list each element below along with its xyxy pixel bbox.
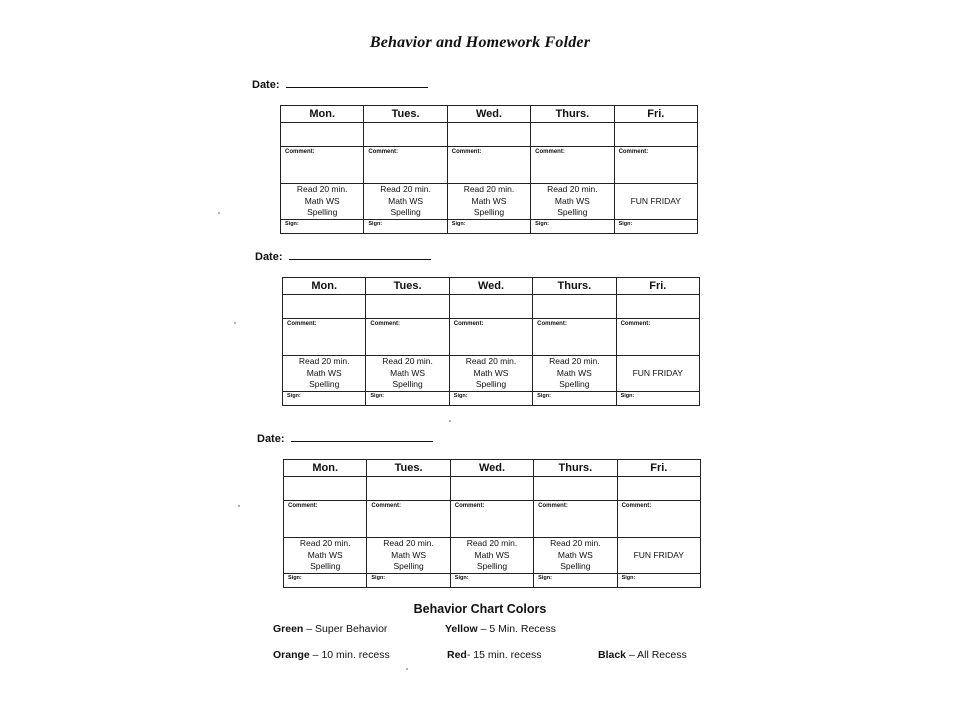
day-header: Mon. [284,460,367,477]
day-header: Fri. [614,106,697,123]
legend-color: Black [598,649,627,661]
sign-cell[interactable]: Sign: [447,219,530,233]
homework-cell [366,356,449,392]
scan-speck [406,668,408,670]
day-header: Tues. [364,106,447,123]
homework-friday: FUN FRIDAY [632,367,683,378]
day-header: Wed. [447,106,530,123]
homework-read: Read 20 min. [547,184,598,194]
homework-read: Read 20 min. [463,184,515,194]
homework-cell [450,538,533,574]
sign-cell[interactable]: Sign: [364,219,447,233]
comment-cell[interactable]: Comment: [367,501,450,538]
sign-cell[interactable]: Sign: [531,219,614,233]
comment-cell[interactable]: Comment: [450,501,533,538]
homework-spelling: Spelling [392,379,423,389]
homework-read: Read 20 min. [383,538,434,548]
homework-spelling: Spelling [560,561,591,571]
homework-cell [281,184,364,220]
comment-cell[interactable]: Comment: [447,147,530,184]
homework-spelling: Spelling [310,561,341,571]
date-field[interactable] [255,250,431,263]
comment-cell[interactable]: Comment: [614,147,697,184]
comment-cell[interactable]: Comment: [284,501,367,538]
homework-read: Read 20 min. [466,538,518,548]
homework-math: Math WS [306,367,342,378]
scan-speck [218,212,220,214]
homework-math: Math WS [471,195,507,206]
behavior-cell[interactable] [367,477,450,501]
week-table [282,277,700,406]
behavior-cell[interactable] [284,477,367,501]
day-header: Thurs. [534,460,617,477]
date-field[interactable] [252,78,428,91]
sign-cell[interactable]: Sign: [450,573,533,587]
day-header: Thurs. [533,278,616,295]
legend-item-orange [273,649,390,661]
homework-cell [283,356,366,392]
day-header: Tues. [367,460,450,477]
sign-cell[interactable]: Sign: [534,573,617,587]
homework-cell [533,356,616,392]
homework-cell [449,356,532,392]
scan-speck [234,322,236,324]
homework-spelling: Spelling [390,207,421,217]
sign-cell[interactable]: Sign: [367,573,450,587]
homework-math: Math WS [390,367,426,378]
sign-cell[interactable]: Sign: [617,573,700,587]
homework-cell [367,538,450,574]
behavior-cell[interactable] [281,123,364,147]
comment-cell[interactable]: Comment: [534,501,617,538]
homework-read: Read 20 min. [298,356,350,366]
comment-cell[interactable]: Comment: [531,147,614,184]
comment-cell[interactable]: Comment: [281,147,364,184]
homework-read: Read 20 min. [465,356,517,366]
homework-math: Math WS [304,195,340,206]
legend-color: Red [447,649,467,661]
legend-item-red [447,649,542,661]
homework-cell [284,538,367,574]
sign-cell[interactable]: Sign: [284,573,367,587]
behavior-cell[interactable] [616,295,699,319]
day-header: Thurs. [531,106,614,123]
homework-math: Math WS [556,367,592,378]
homework-spelling: Spelling [559,379,590,389]
legend-desc: Super Behavior [315,623,388,635]
legend-sep: – [303,623,316,635]
week-table [280,105,698,234]
homework-cell [531,184,614,220]
legend-desc: 10 min. recess [321,649,390,661]
behavior-cell[interactable] [366,295,449,319]
homework-spelling: Spelling [307,207,338,217]
legend-item-black [598,649,687,661]
legend-desc: 15 min. recess [473,649,542,661]
date-blank-line [289,250,431,260]
legend-color: Green [273,623,304,635]
homework-read: Read 20 min. [549,356,600,366]
homework-read: Read 20 min. [550,538,601,548]
legend-title: Behavior Chart Colors [413,602,547,616]
behavior-cell[interactable] [449,295,532,319]
homework-spelling: Spelling [475,379,507,389]
homework-math: Math WS [474,549,510,560]
homework-spelling: Spelling [476,561,508,571]
day-header: Wed. [450,460,533,477]
date-field[interactable] [257,432,433,445]
comment-cell[interactable]: Comment: [366,319,449,356]
homework-friday: FUN FRIDAY [630,195,681,206]
comment-cell[interactable]: Comment: [533,319,616,356]
sign-cell[interactable]: Sign: [449,391,532,405]
homework-spelling: Spelling [309,379,340,389]
behavior-cell[interactable] [447,123,530,147]
homework-math: Math WS [307,549,343,560]
scan-speck [238,505,240,507]
day-header: Mon. [283,278,366,295]
legend-item-yellow [445,623,556,635]
week-table [283,459,701,588]
homework-math: Math WS [388,195,424,206]
legend-item-green [273,623,387,635]
day-header: Fri. [617,460,700,477]
homework-math: Math WS [391,549,427,560]
behavior-cell[interactable] [534,477,617,501]
homework-spelling: Spelling [473,207,505,217]
sign-cell[interactable]: Sign: [283,391,366,405]
date-blank-line [286,78,428,88]
behavior-cell[interactable] [364,123,447,147]
homework-spelling: Spelling [393,561,424,571]
sign-cell[interactable]: Sign: [366,391,449,405]
page-title: Behavior and Homework Folder [369,34,591,51]
homework-math: Math WS [473,367,509,378]
behavior-cell[interactable] [617,477,700,501]
behavior-cell[interactable] [450,477,533,501]
day-header: Mon. [281,106,364,123]
homework-read: Read 20 min. [299,538,351,548]
homework-cell [364,184,447,220]
behavior-cell[interactable] [533,295,616,319]
legend-sep: – [477,623,490,635]
date-label: Date: [252,79,280,91]
homework-cell [534,538,617,574]
legend-sep: - [466,649,474,661]
comment-cell[interactable]: Comment: [364,147,447,184]
scan-speck [449,420,451,422]
comment-cell[interactable]: Comment: [616,319,699,356]
sign-cell[interactable]: Sign: [614,219,697,233]
homework-cell-friday [617,538,700,574]
behavior-cell[interactable] [283,295,366,319]
homework-spelling: Spelling [557,207,588,217]
day-header: Fri. [616,278,699,295]
behavior-cell[interactable] [531,123,614,147]
date-blank-line [291,432,433,442]
homework-read: Read 20 min. [380,184,431,194]
homework-math: Math WS [554,195,590,206]
legend-color: Yellow [445,623,478,635]
legend-color: Orange [273,649,310,661]
legend-sep: – [309,649,322,661]
homework-friday: FUN FRIDAY [633,549,684,560]
legend-sep: – [626,649,638,661]
legend-desc: All Recess [637,649,687,661]
date-label: Date: [255,251,283,263]
homework-read: Read 20 min. [382,356,433,366]
date-label: Date: [257,433,285,445]
comment-cell[interactable]: Comment: [617,501,700,538]
homework-cell [447,184,530,220]
legend-desc: 5 Min. Recess [489,623,556,635]
comment-cell[interactable]: Comment: [449,319,532,356]
sign-cell[interactable]: Sign: [281,219,364,233]
sign-cell[interactable]: Sign: [616,391,699,405]
day-header: Tues. [366,278,449,295]
homework-math: Math WS [557,549,593,560]
day-header: Wed. [449,278,532,295]
behavior-cell[interactable] [614,123,697,147]
homework-cell-friday [614,184,697,220]
sign-cell[interactable]: Sign: [533,391,616,405]
homework-read: Read 20 min. [296,184,348,194]
homework-cell-friday [616,356,699,392]
comment-cell[interactable]: Comment: [283,319,366,356]
